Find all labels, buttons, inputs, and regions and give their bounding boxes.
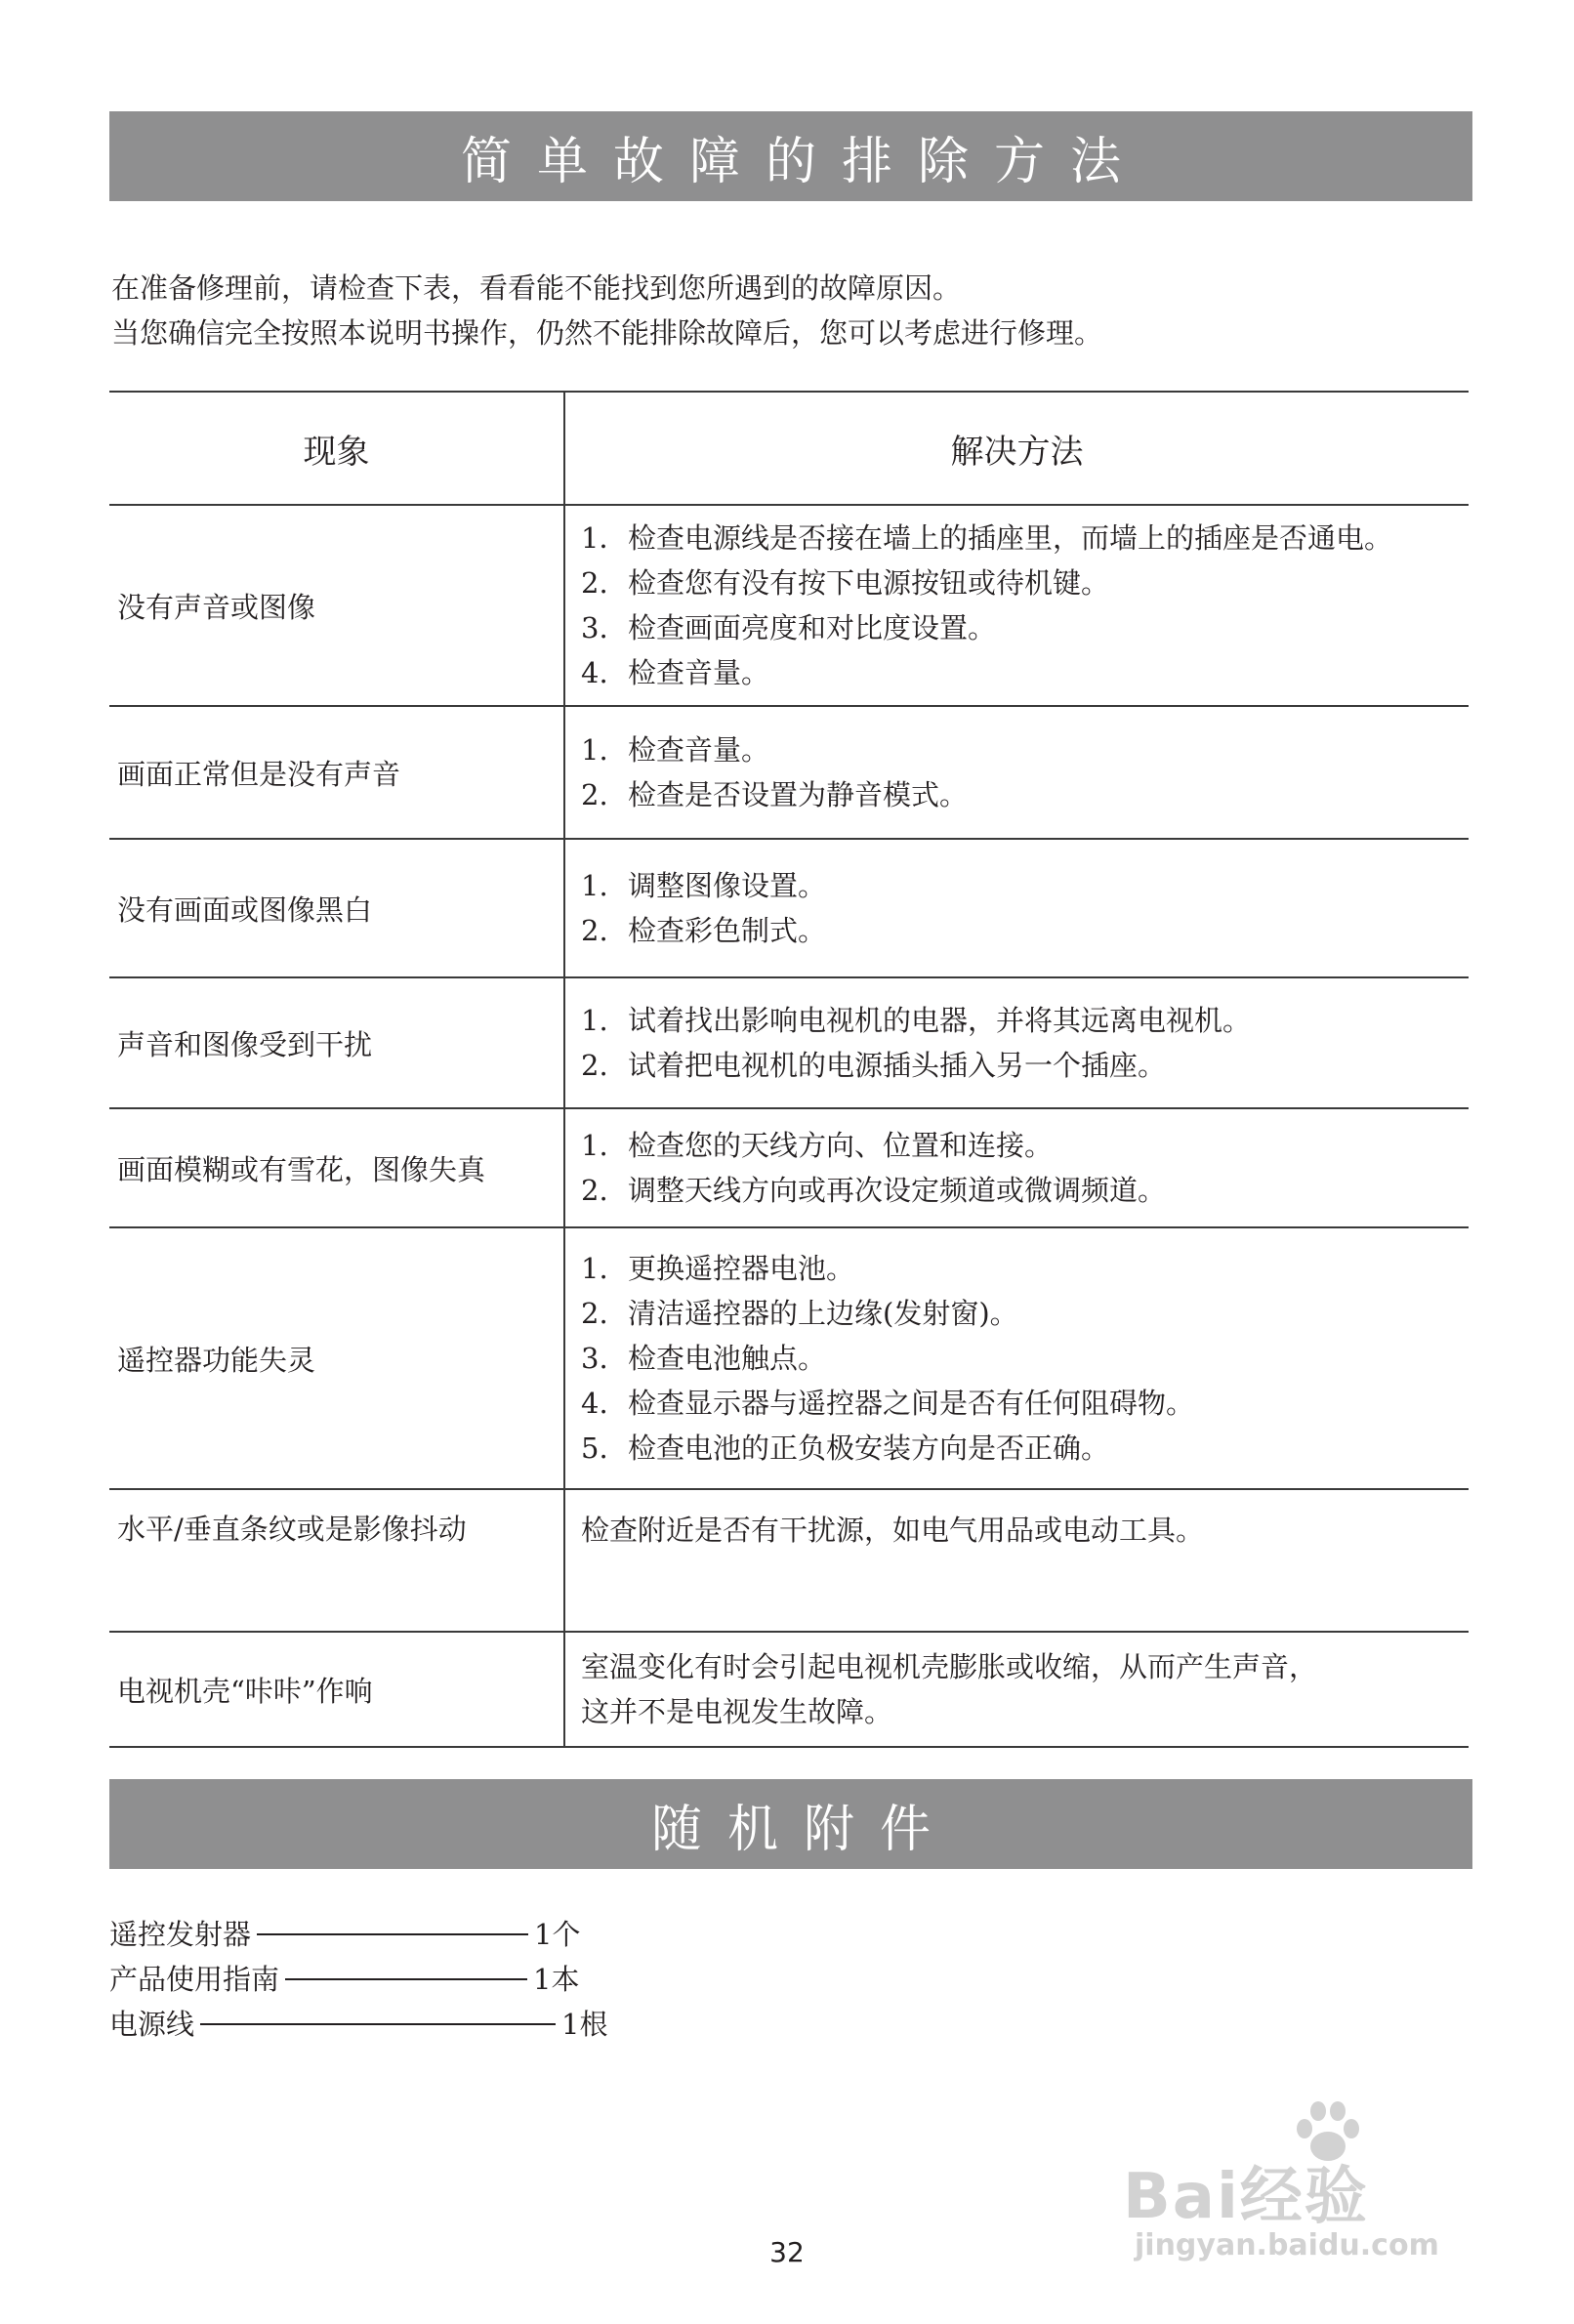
solution-step	[581, 560, 1469, 605]
solution-step	[581, 605, 1469, 650]
page-number: 32	[769, 2236, 805, 2268]
step-text: 检查音量。	[628, 656, 770, 689]
step-text: 检查音量。	[628, 733, 770, 767]
step-text: 更换遥控器电池。	[628, 1252, 855, 1285]
step-number: 1.	[581, 869, 608, 902]
table-row	[109, 706, 1469, 839]
list-item	[109, 1957, 607, 2002]
accessory-name: 产品使用指南	[109, 1963, 280, 1996]
step-number: 2.	[581, 778, 608, 811]
table-row	[109, 1632, 1469, 1747]
accessory-qty: 1个	[534, 1918, 581, 1951]
step-number: 1.	[581, 1252, 608, 1285]
solution-step	[581, 908, 1469, 953]
solution-step	[581, 998, 1469, 1043]
step-text: 试着把电视机的电源插头插入另一个插座。	[628, 1049, 1167, 1082]
table-row	[109, 1108, 1469, 1227]
solution-step	[581, 1381, 1469, 1426]
list-item	[109, 2002, 607, 2047]
symptom-cell: 画面正常但是没有声音	[109, 706, 564, 839]
leader-line	[257, 1933, 528, 1935]
symptom-cell: 电视机壳“咔咔”作响	[109, 1632, 564, 1747]
accessory-qty: 1根	[561, 2008, 608, 2041]
step-text: 清洁遥控器的上边缘(发射窗)。	[628, 1297, 1018, 1330]
solution-cell	[564, 1632, 1469, 1747]
header-solution: 解决方法	[564, 392, 1469, 505]
step-text: 检查电池触点。	[628, 1342, 827, 1375]
step-text: 检查附近是否有干扰源，如电气用品或电动工具。	[581, 1514, 1205, 1547]
symptom-cell: 水平/垂直条纹或是影像抖动	[109, 1489, 564, 1632]
solution-step	[581, 1043, 1469, 1088]
solution-step	[581, 1689, 1469, 1734]
accessory-name: 遥控发射器	[109, 1918, 252, 1951]
solution-cell	[564, 1227, 1469, 1489]
accessory-qty: 1本	[533, 1963, 580, 1996]
step-number: 1.	[581, 733, 608, 767]
watermark-brand: Bai经验	[1123, 2161, 1369, 2233]
list-item	[109, 1912, 607, 1957]
solution-step	[581, 1508, 1469, 1553]
solution-step	[581, 516, 1469, 560]
table-header-row	[109, 392, 1469, 505]
solution-step	[581, 1426, 1469, 1471]
solution-step	[581, 1291, 1469, 1336]
table-row	[109, 839, 1469, 977]
step-number: 2.	[581, 914, 608, 947]
step-number: 2.	[581, 1174, 608, 1207]
step-text: 检查您的天线方向、位置和连接。	[628, 1129, 1054, 1162]
table-row	[109, 505, 1469, 706]
step-text: 检查显示器与遥控器之间是否有任何阻碍物。	[628, 1387, 1195, 1420]
step-number: 4.	[581, 656, 608, 689]
solution-cell	[564, 1108, 1469, 1227]
step-number: 3.	[581, 1342, 608, 1375]
step-text: 试着找出影响电视机的电器，并将其远离电视机。	[628, 1004, 1252, 1037]
accessory-list	[109, 1912, 607, 2047]
intro-text	[111, 266, 1102, 355]
step-text: 调整天线方向或再次设定频道或微调频道。	[628, 1174, 1167, 1207]
solution-cell	[564, 706, 1469, 839]
step-text: 这并不是电视发生故障。	[581, 1695, 893, 1728]
solution-cell	[564, 977, 1469, 1108]
solution-cell	[564, 839, 1469, 977]
troubleshooting-title: 简单故障的排除方法	[109, 111, 1472, 201]
symptom-cell: 声音和图像受到干扰	[109, 977, 564, 1108]
table-row	[109, 1227, 1469, 1489]
table-row	[109, 1489, 1469, 1632]
step-text: 检查彩色制式。	[628, 914, 827, 947]
step-number: 3.	[581, 611, 608, 644]
step-number: 2.	[581, 1049, 608, 1082]
step-number: 1．	[581, 521, 628, 555]
solution-step	[581, 1336, 1469, 1381]
troubleshooting-table	[109, 391, 1469, 1748]
solution-cell	[564, 1489, 1469, 1632]
step-text: 检查是否设置为静音模式。	[628, 778, 969, 811]
step-text: 检查电池的正负极安装方向是否正确。	[628, 1432, 1110, 1465]
solution-step	[581, 1644, 1469, 1689]
solution-step	[581, 727, 1469, 772]
step-text: 检查电源线是否接在墙上的插座里，而墙上的插座是否通电。	[628, 521, 1393, 555]
solution-step	[581, 1123, 1469, 1168]
header-symptom: 现象	[109, 392, 564, 505]
step-number: 5.	[581, 1432, 608, 1465]
solution-cell	[564, 505, 1469, 706]
step-text: 调整图像设置。	[628, 869, 827, 902]
symptom-cell: 遥控器功能失灵	[109, 1227, 564, 1489]
leader-line	[200, 2023, 556, 2025]
solution-step	[581, 1246, 1469, 1291]
step-number: 1.	[581, 1129, 608, 1162]
step-number: 2.	[581, 566, 608, 600]
symptom-cell: 没有声音或图像	[109, 505, 564, 706]
symptom-cell: 画面模糊或有雪花，图像失真	[109, 1108, 564, 1227]
accessories-title: 随机附件	[109, 1779, 1472, 1869]
solution-step	[581, 863, 1469, 908]
accessory-name: 电源线	[109, 2008, 195, 2041]
leader-line	[285, 1978, 527, 1980]
step-number: 2.	[581, 1297, 608, 1330]
solution-step	[581, 1168, 1469, 1213]
solution-step	[581, 650, 1469, 695]
symptom-cell: 没有画面或图像黑白	[109, 839, 564, 977]
watermark-url: jingyan.baidu.com	[1135, 2228, 1439, 2262]
table-row	[109, 977, 1469, 1108]
step-text: 检查您有没有按下电源按钮或待机键。	[628, 566, 1110, 600]
step-text: 室温变化有时会引起电视机壳膨胀或收缩，从而产生声音，	[581, 1650, 1318, 1683]
step-number: 1.	[581, 1004, 608, 1037]
step-number: 4.	[581, 1387, 608, 1420]
step-text: 检查画面亮度和对比度设置。	[628, 611, 997, 644]
solution-step	[581, 772, 1469, 817]
intro-line-1: 在准备修理前，请检查下表，看看能不能找到您所遇到的故障原因。	[111, 271, 962, 305]
intro-line-2: 当您确信完全按照本说明书操作，仍然不能排除故障后，您可以考虑进行修理。	[111, 316, 1103, 350]
